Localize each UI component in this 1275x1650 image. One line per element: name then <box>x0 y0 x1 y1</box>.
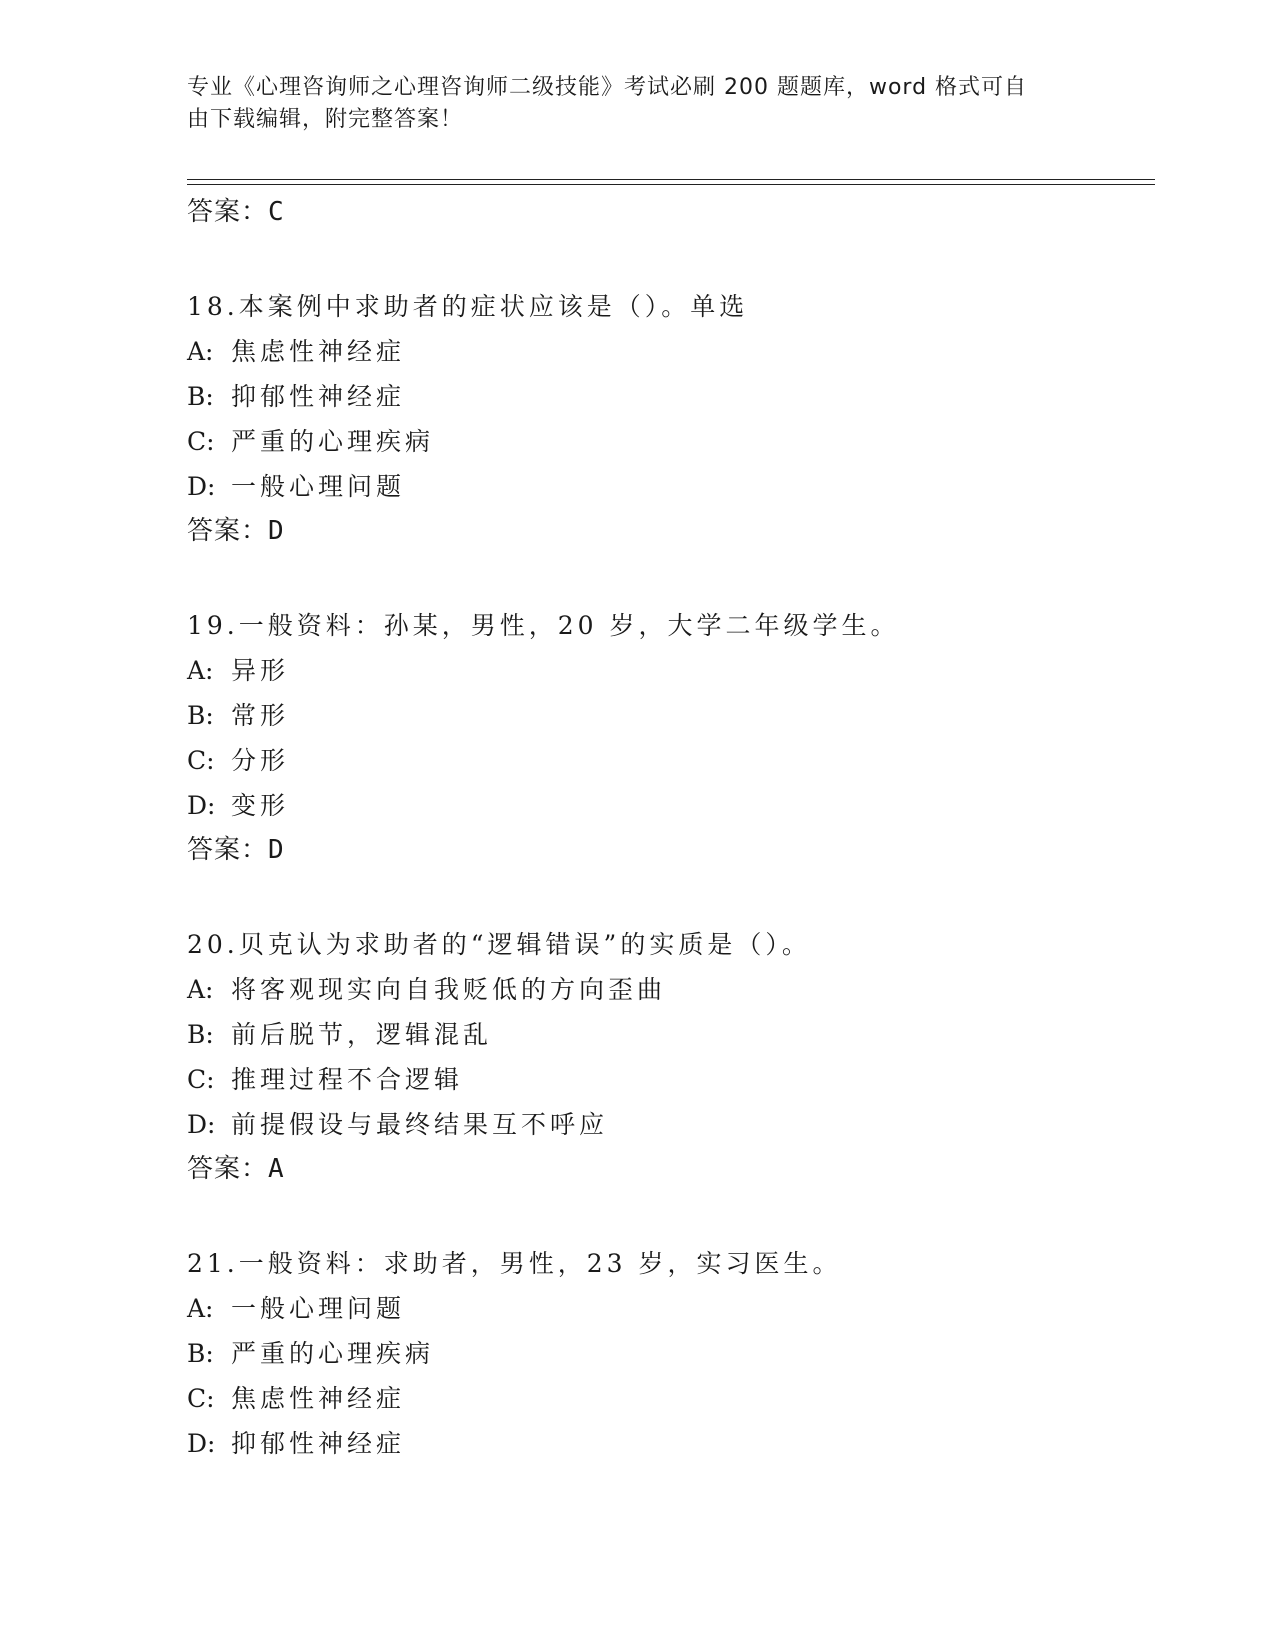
option-item <box>187 648 1155 693</box>
answer-line <box>187 190 1155 234</box>
header-divider-bottom <box>187 184 1155 185</box>
option-key: A: <box>187 975 214 1004</box>
option-item <box>187 693 1155 738</box>
option-item <box>187 1286 1155 1331</box>
option-text: 焦虑性神经症 <box>231 1384 406 1413</box>
option-item <box>187 1376 1155 1421</box>
option-item <box>187 1057 1155 1102</box>
option-key: D: <box>187 1429 216 1458</box>
option-key: B: <box>187 701 214 730</box>
block-spacer <box>187 553 1155 603</box>
option-item <box>187 967 1155 1012</box>
option-text: 焦虑性神经症 <box>231 337 406 366</box>
answer-letter: D <box>268 516 285 546</box>
option-item <box>187 1012 1155 1057</box>
answer-letter: D <box>268 835 285 865</box>
answer-prefix: 答案： <box>187 835 269 865</box>
answer-letter: C <box>268 197 285 227</box>
option-key: D: <box>187 1110 216 1139</box>
option-item <box>187 374 1155 419</box>
option-item <box>187 1102 1155 1147</box>
option-text: 常形 <box>231 701 290 730</box>
question-text: 21.一般资料：求助者，男性，23 岁，实习医生。 <box>187 1249 842 1278</box>
answer-prefix: 答案： <box>187 516 269 546</box>
answer-line <box>187 828 1155 872</box>
option-key: A: <box>187 656 214 685</box>
option-item <box>187 464 1155 509</box>
header-line-2: 由下载编辑，附完整答案！ <box>187 107 464 132</box>
option-text: 一般心理问题 <box>231 472 406 501</box>
block-spacer <box>187 234 1155 284</box>
option-text: 将客观现实向自我贬低的方向歪曲 <box>231 975 667 1004</box>
question-text: 19.一般资料：孙某，男性，20 岁，大学二年级学生。 <box>187 611 900 640</box>
option-text: 严重的心理疾病 <box>231 1339 435 1368</box>
header-line-1: 专业《心理咨询师之心理咨询师二级技能》考试必刷 200 题题库，word 格式可自 <box>187 75 1028 100</box>
option-item <box>187 419 1155 464</box>
option-key: D: <box>187 472 216 501</box>
option-item <box>187 738 1155 783</box>
option-item <box>187 783 1155 828</box>
option-key: C: <box>187 427 215 456</box>
option-text: 异形 <box>231 656 290 685</box>
answer-line <box>187 1147 1155 1191</box>
block-spacer <box>187 1191 1155 1241</box>
option-item <box>187 329 1155 374</box>
answer-line <box>187 509 1155 553</box>
option-item <box>187 1421 1155 1466</box>
option-text: 变形 <box>231 791 290 820</box>
option-text: 抑郁性神经症 <box>231 382 406 411</box>
question-text: 18.本案例中求助者的症状应该是（）。单选 <box>187 292 749 321</box>
option-item <box>187 1331 1155 1376</box>
block-spacer <box>187 872 1155 922</box>
option-key: A: <box>187 1294 214 1323</box>
answer-prefix: 答案： <box>187 1154 269 1184</box>
option-text: 一般心理问题 <box>231 1294 406 1323</box>
option-key: C: <box>187 1065 215 1094</box>
question-list <box>187 190 1155 1466</box>
option-key: B: <box>187 1020 214 1049</box>
option-text: 推理过程不合逻辑 <box>231 1065 464 1094</box>
option-key: C: <box>187 746 215 775</box>
option-text: 前提假设与最终结果互不呼应 <box>231 1110 609 1139</box>
option-key: D: <box>187 791 216 820</box>
option-text: 抑郁性神经症 <box>231 1429 406 1458</box>
option-text: 分形 <box>231 746 290 775</box>
option-text: 前后脱节，逻辑混乱 <box>231 1020 493 1049</box>
option-key: A: <box>187 337 214 366</box>
header-divider-top <box>187 179 1155 180</box>
option-key: B: <box>187 382 214 411</box>
answer-prefix: 答案： <box>187 197 269 227</box>
answer-letter: A <box>268 1154 285 1184</box>
option-key: C: <box>187 1384 215 1413</box>
option-key: B: <box>187 1339 214 1368</box>
option-text: 严重的心理疾病 <box>231 427 435 456</box>
document-header <box>187 72 1067 136</box>
question-text: 20.贝克认为求助者的“逻辑错误”的实质是（）。 <box>187 930 811 959</box>
